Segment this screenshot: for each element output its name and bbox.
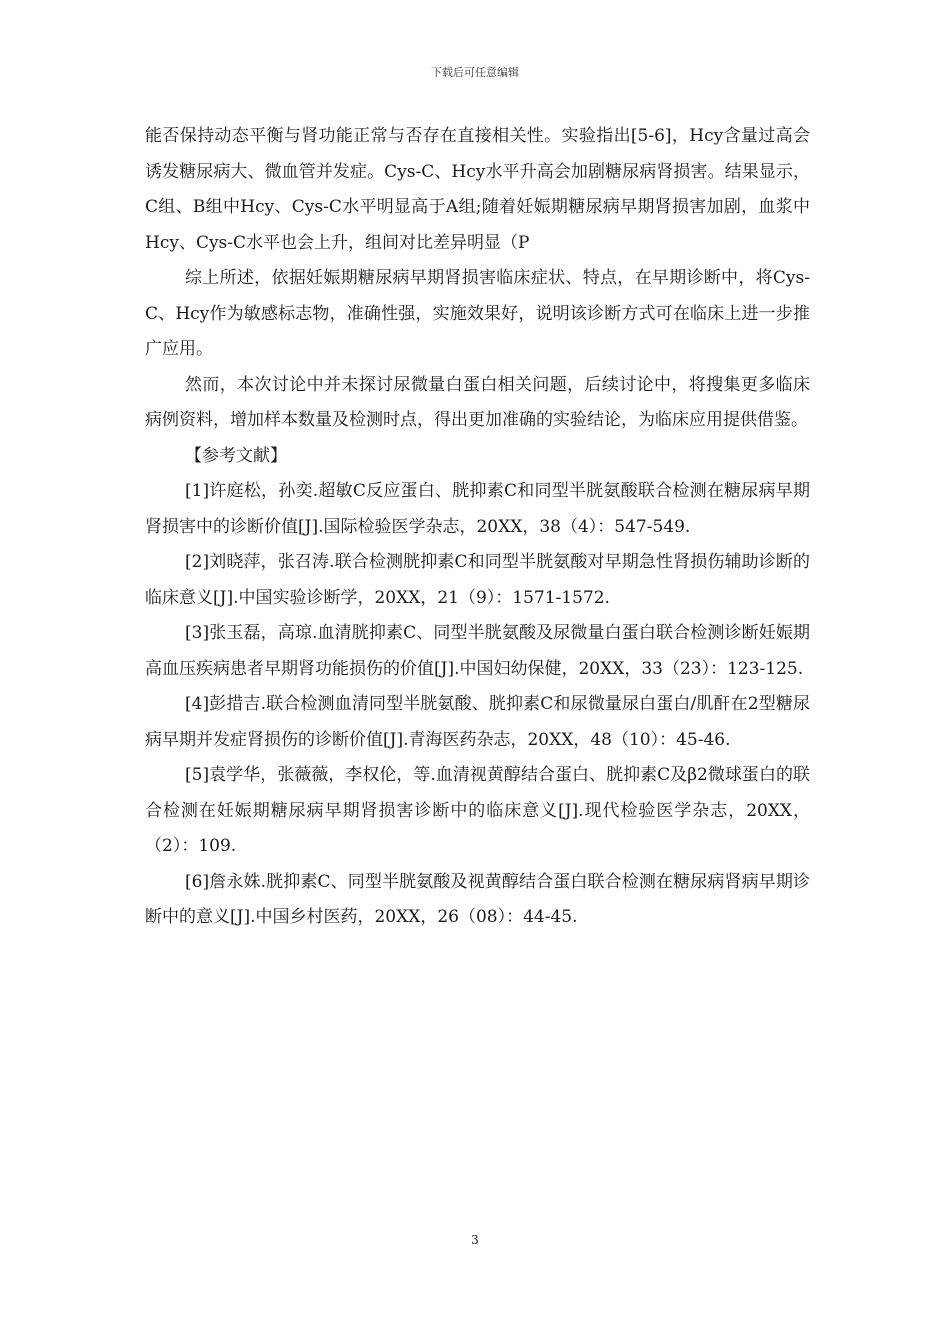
reference-item: [4]彭措吉.联合检测血清同型半胱氨酸、胱抑素C和尿微量尿白蛋白/肌酐在2型糖尿病早期并发症肾损伤的诊断价值[J].青海医药杂志，20XX，48（10）：45-46. xyxy=(145,694,810,750)
reference-item: [2]刘晓萍，张召涛.联合检测胱抑素C和同型半胱氨酸对早期急性肾损伤辅助诊断的临床意义[J].中国实验诊断学，20XX，21（9）：1571-1572. xyxy=(145,552,810,608)
reference-item: [1]许庭松，孙奕.超敏C反应蛋白、胱抑素C和同型半胱氨酸联合检测在糖尿病早期肾损害中的诊断价值[J].国际检验医学杂志，20XX，38（4）：547-549. xyxy=(145,481,810,537)
reference-item: [5]袁学华，张薇薇，李权伦，等.血清视黄醇结合蛋白、胱抑素C及β2微球蛋白的联合检测在妊娠期糖尿病早期肾损害诊断中的临床意义[J].现代检验医学杂志，20XX，（2）：109. xyxy=(145,765,810,856)
document-body xyxy=(145,119,810,936)
paragraph-limitations: 然而，本次讨论中并未探讨尿微量白蛋白相关问题，后续讨论中，将搜集更多临床病例资料，增加样本数量及检测时点，得出更加准确的实验结论，为临床应用提供借鉴。 xyxy=(145,374,810,430)
page-header: 下载后可任意编辑 xyxy=(431,66,519,79)
reference-item: [3]张玉磊，高琼.血清胱抑素C、同型半胱氨酸及尿微量白蛋白联合检测诊断妊娠期高血压疾病患者早期肾功能损伤的价值[J].中国妇幼保健，20XX，33（23）：123-125. xyxy=(145,623,810,679)
page-number: 3 xyxy=(471,1233,479,1247)
references-heading: 【参考文献】 xyxy=(185,445,287,466)
paragraph-discussion-continuation: 能否保持动态平衡与肾功能正常与否存在直接相关性。实验指出[5-6]，Hcy含量过高会诱发糖尿病大、微血管并发症。Cys-C、Hcy水平升高会加剧糖尿病肾损害。结果显示，C组、B组中Hcy、Cys-C水平明显高于A组;随着妊娠期糖尿病早期肾损害加剧，血浆中Hcy、Cys-C水平也会上升，组间对比差异明显（P xyxy=(145,126,810,253)
paragraph-conclusion: 综上所述，依据妊娠期糖尿病早期肾损害临床症状、特点，在早期诊断中，将Cys-C、Hcy作为敏感标志物，准确性强，实施效果好，说明该诊断方式可在临床上进一步推广应用。 xyxy=(145,268,810,359)
reference-item: [6]詹永姝.胱抑素C、同型半胱氨酸及视黄醇结合蛋白联合检测在糖尿病肾病早期诊断中的意义[J].中国乡村医药，20XX，26（08）：44-45. xyxy=(145,871,810,927)
